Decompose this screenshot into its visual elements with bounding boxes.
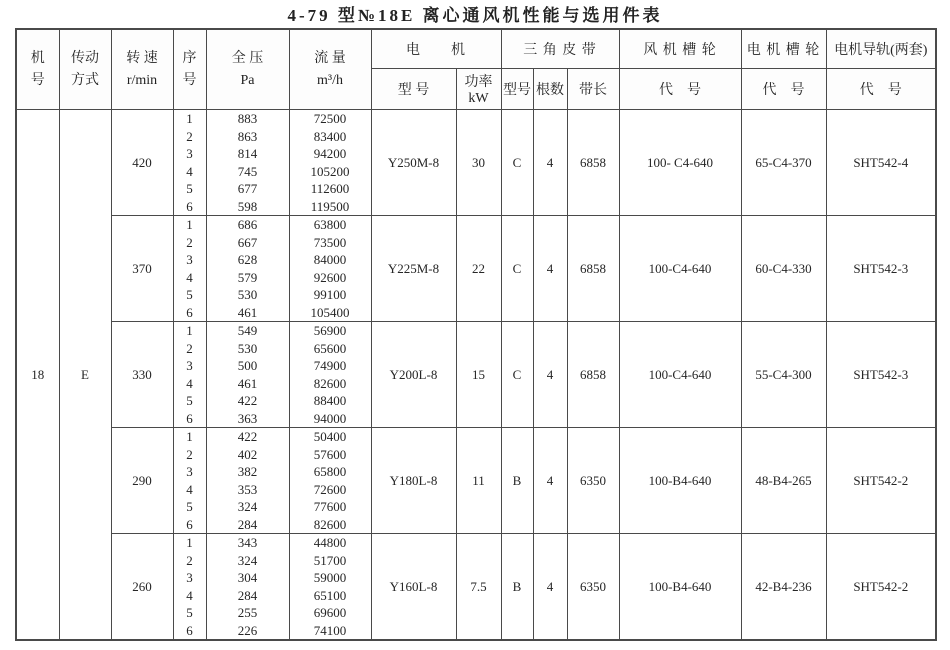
group-header-motor-pulley: 电 机 槽 轮: [741, 29, 826, 69]
cell-flow: 63800: [289, 216, 371, 234]
cell-motor-power: 11: [456, 428, 501, 534]
cell-serial: 5: [173, 498, 206, 516]
group-header-motor-rail: 电机导轨(两套): [826, 29, 936, 69]
cell-serial: 4: [173, 375, 206, 393]
cell-flow: 94200: [289, 145, 371, 163]
cell-flow: 84000: [289, 251, 371, 269]
cell-motor-model: Y250M-8: [371, 110, 456, 216]
cell-motor-pulley: 60-C4-330: [741, 216, 826, 322]
cell-pressure: 343: [206, 534, 289, 552]
cell-serial: 1: [173, 428, 206, 446]
cell-motor-pulley: 65-C4-370: [741, 110, 826, 216]
cell-flow: 119500: [289, 198, 371, 216]
cell-flow: 72600: [289, 481, 371, 499]
cell-belt-count: 4: [533, 216, 567, 322]
cell-serial: 6: [173, 622, 206, 641]
cell-motor-pulley: 48-B4-265: [741, 428, 826, 534]
cell-fan-pulley: 100-C4-640: [619, 216, 741, 322]
cell-flow: 74900: [289, 357, 371, 375]
cell-belt-type: C: [501, 216, 533, 322]
cell-speed: 330: [111, 322, 173, 428]
cell-rail: SHT542-4: [826, 110, 936, 216]
cell-pressure: 530: [206, 340, 289, 358]
cell-fan-pulley: 100-C4-640: [619, 322, 741, 428]
cell-pressure: 530: [206, 286, 289, 304]
cell-speed: 370: [111, 216, 173, 322]
table-row: [16, 322, 936, 340]
col-header-drive-mode: 传动 方式: [59, 29, 111, 110]
cell-flow: 56900: [289, 322, 371, 340]
cell-serial: 2: [173, 340, 206, 358]
cell-serial: 3: [173, 251, 206, 269]
cell-serial: 6: [173, 198, 206, 216]
cell-flow: 88400: [289, 392, 371, 410]
cell-motor-model: Y225M-8: [371, 216, 456, 322]
cell-motor-power: 30: [456, 110, 501, 216]
col-header-machine-no: 机 号: [16, 29, 59, 110]
cell-motor-power: 22: [456, 216, 501, 322]
cell-serial: 1: [173, 322, 206, 340]
cell-flow: 99100: [289, 286, 371, 304]
cell-pressure: 226: [206, 622, 289, 641]
cell-flow: 44800: [289, 534, 371, 552]
cell-pressure: 363: [206, 410, 289, 428]
cell-rail: SHT542-3: [826, 322, 936, 428]
cell-pressure: 500: [206, 357, 289, 375]
cell-serial: 1: [173, 216, 206, 234]
cell-motor-model: Y180L-8: [371, 428, 456, 534]
cell-serial: 5: [173, 392, 206, 410]
cell-pressure: 461: [206, 304, 289, 322]
cell-serial: 6: [173, 516, 206, 534]
cell-pressure: 686: [206, 216, 289, 234]
cell-serial: 6: [173, 410, 206, 428]
cell-belt-length: 6350: [567, 428, 619, 534]
cell-pressure: 745: [206, 163, 289, 181]
cell-motor-power: 15: [456, 322, 501, 428]
cell-serial: 5: [173, 286, 206, 304]
cell-machine-no: 18: [16, 110, 59, 641]
cell-speed: 290: [111, 428, 173, 534]
cell-serial: 5: [173, 180, 206, 198]
cell-speed: 260: [111, 534, 173, 641]
cell-motor-pulley: 42-B4-236: [741, 534, 826, 641]
cell-flow: 105400: [289, 304, 371, 322]
cell-pressure: 324: [206, 552, 289, 570]
cell-rail: SHT542-2: [826, 534, 936, 641]
table-row: [16, 534, 936, 552]
cell-pressure: 382: [206, 463, 289, 481]
col-header-speed: 转 速 r/min: [111, 29, 173, 110]
cell-flow: 74100: [289, 622, 371, 641]
cell-flow: 51700: [289, 552, 371, 570]
cell-serial: 3: [173, 145, 206, 163]
col-header-motor-pulley-code: 代 号: [741, 69, 826, 110]
cell-flow: 59000: [289, 569, 371, 587]
col-header-belt-length: 带长: [567, 69, 619, 110]
cell-pressure: 304: [206, 569, 289, 587]
cell-flow: 112600: [289, 180, 371, 198]
cell-pressure: 863: [206, 128, 289, 146]
page-title: 4-79 型№18E 离心通风机性能与选用件表: [287, 6, 663, 25]
cell-belt-count: 4: [533, 110, 567, 216]
cell-fan-pulley: 100-B4-640: [619, 534, 741, 641]
cell-flow: 77600: [289, 498, 371, 516]
cell-belt-type: B: [501, 428, 533, 534]
col-header-serial: 序 号: [173, 29, 206, 110]
cell-pressure: 284: [206, 587, 289, 605]
cell-motor-pulley: 55-C4-300: [741, 322, 826, 428]
cell-pressure: 422: [206, 392, 289, 410]
cell-serial: 3: [173, 357, 206, 375]
cell-rail: SHT542-2: [826, 428, 936, 534]
cell-pressure: 353: [206, 481, 289, 499]
cell-motor-power: 7.5: [456, 534, 501, 641]
cell-serial: 2: [173, 446, 206, 464]
cell-serial: 3: [173, 463, 206, 481]
cell-drive-mode: E: [59, 110, 111, 641]
col-header-belt-type: 型号: [501, 69, 533, 110]
cell-pressure: 814: [206, 145, 289, 163]
cell-pressure: 628: [206, 251, 289, 269]
group-header-v-belt: 三 角 皮 带: [501, 29, 619, 69]
cell-pressure: 667: [206, 234, 289, 252]
cell-belt-length: 6858: [567, 110, 619, 216]
cell-pressure: 579: [206, 269, 289, 287]
cell-pressure: 549: [206, 322, 289, 340]
cell-serial: 4: [173, 481, 206, 499]
table-row: [16, 110, 936, 128]
cell-flow: 57600: [289, 446, 371, 464]
cell-serial: 3: [173, 569, 206, 587]
cell-belt-count: 4: [533, 322, 567, 428]
table-row: [16, 428, 936, 446]
cell-flow: 65100: [289, 587, 371, 605]
col-header-flow: 流 量 m³/h: [289, 29, 371, 110]
cell-belt-type: C: [501, 110, 533, 216]
cell-motor-model: Y200L-8: [371, 322, 456, 428]
table-row: [16, 216, 936, 234]
cell-belt-type: B: [501, 534, 533, 641]
cell-flow: 50400: [289, 428, 371, 446]
cell-flow: 83400: [289, 128, 371, 146]
col-header-motor-power: 功率 kW: [456, 69, 501, 110]
group-header-motor: 电 机: [371, 29, 501, 69]
cell-flow: 82600: [289, 516, 371, 534]
cell-pressure: 255: [206, 604, 289, 622]
cell-pressure: 324: [206, 498, 289, 516]
cell-flow: 69600: [289, 604, 371, 622]
cell-speed: 420: [111, 110, 173, 216]
cell-serial: 4: [173, 163, 206, 181]
col-header-pressure: 全 压 Pa: [206, 29, 289, 110]
cell-serial: 4: [173, 587, 206, 605]
cell-fan-pulley: 100- C4-640: [619, 110, 741, 216]
cell-belt-length: 6858: [567, 322, 619, 428]
cell-serial: 6: [173, 304, 206, 322]
cell-pressure: 677: [206, 180, 289, 198]
cell-belt-count: 4: [533, 534, 567, 641]
cell-rail: SHT542-3: [826, 216, 936, 322]
cell-pressure: 284: [206, 516, 289, 534]
cell-flow: 73500: [289, 234, 371, 252]
cell-serial: 5: [173, 604, 206, 622]
cell-serial: 1: [173, 110, 206, 128]
group-header-fan-pulley: 风 机 槽 轮: [619, 29, 741, 69]
cell-flow: 92600: [289, 269, 371, 287]
header-row-1: [16, 29, 936, 69]
col-header-rail-code: 代 号: [826, 69, 936, 110]
cell-serial: 1: [173, 534, 206, 552]
col-header-motor-model: 型 号: [371, 69, 456, 110]
cell-flow: 94000: [289, 410, 371, 428]
col-header-belt-count: 根数: [533, 69, 567, 110]
cell-flow: 65600: [289, 340, 371, 358]
cell-belt-type: C: [501, 322, 533, 428]
cell-motor-model: Y160L-8: [371, 534, 456, 641]
cell-pressure: 883: [206, 110, 289, 128]
cell-serial: 2: [173, 552, 206, 570]
cell-flow: 105200: [289, 163, 371, 181]
cell-flow: 65800: [289, 463, 371, 481]
cell-flow: 72500: [289, 110, 371, 128]
performance-table: [15, 28, 937, 641]
cell-pressure: 422: [206, 428, 289, 446]
cell-serial: 2: [173, 128, 206, 146]
cell-pressure: 402: [206, 446, 289, 464]
cell-belt-length: 6350: [567, 534, 619, 641]
cell-flow: 82600: [289, 375, 371, 393]
cell-belt-count: 4: [533, 428, 567, 534]
cell-fan-pulley: 100-B4-640: [619, 428, 741, 534]
cell-serial: 4: [173, 269, 206, 287]
cell-pressure: 461: [206, 375, 289, 393]
cell-pressure: 598: [206, 198, 289, 216]
col-header-fan-pulley-code: 代 号: [619, 69, 741, 110]
cell-serial: 2: [173, 234, 206, 252]
cell-belt-length: 6858: [567, 216, 619, 322]
